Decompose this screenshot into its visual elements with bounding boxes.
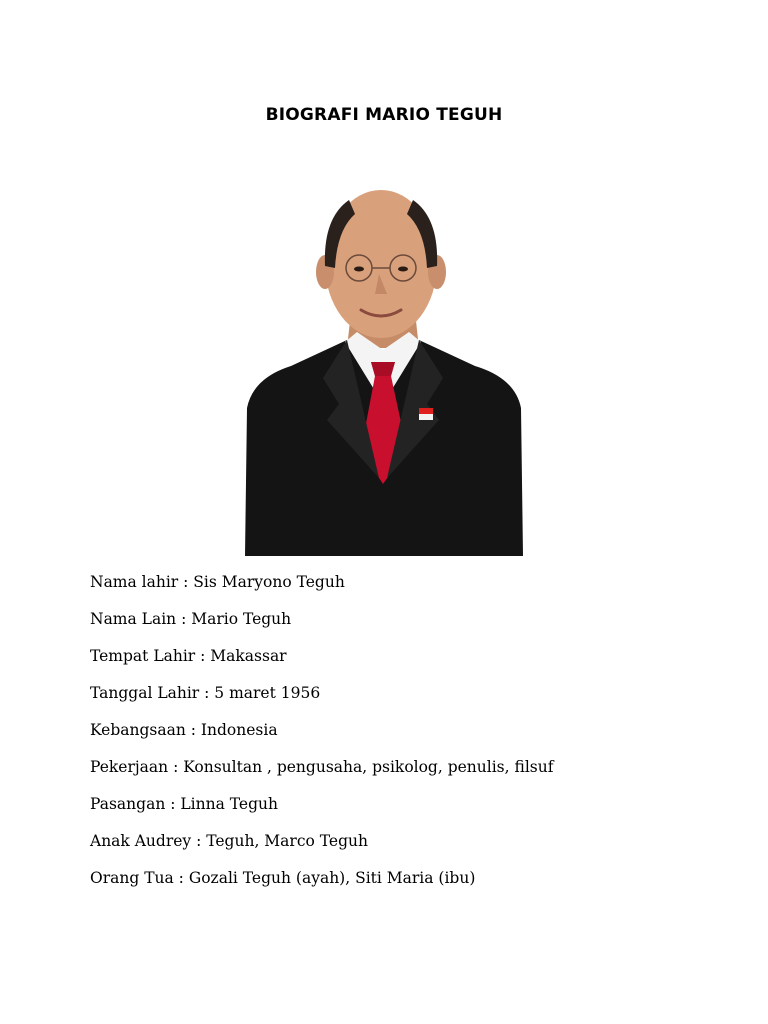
bio-birth-date: Tanggal Lahir : 5 maret 1956 xyxy=(90,684,321,702)
bio-list xyxy=(90,570,553,903)
page-title: BIOGRAFI MARIO TEGUH xyxy=(265,105,503,126)
bio-spouse: Pasangan : Linna Teguh xyxy=(90,795,278,813)
bio-parents: Orang Tua : Gozali Teguh (ayah), Siti Maria (ibu) xyxy=(90,869,476,887)
bio-nationality: Kebangsaan : Indonesia xyxy=(90,721,278,739)
bio-occupation: Pekerjaan : Konsultan , pengusaha, psikolog, penulis, filsuf xyxy=(90,758,554,776)
bio-children: Anak Audrey : Teguh, Marco Teguh xyxy=(90,832,368,850)
bio-birth-place: Tempat Lahir : Makassar xyxy=(90,647,287,665)
bio-other-name: Nama Lain : Mario Teguh xyxy=(90,610,292,628)
portrait-photo xyxy=(243,172,525,556)
bio-birth-name: Nama lahir : Sis Maryono Teguh xyxy=(90,573,345,591)
